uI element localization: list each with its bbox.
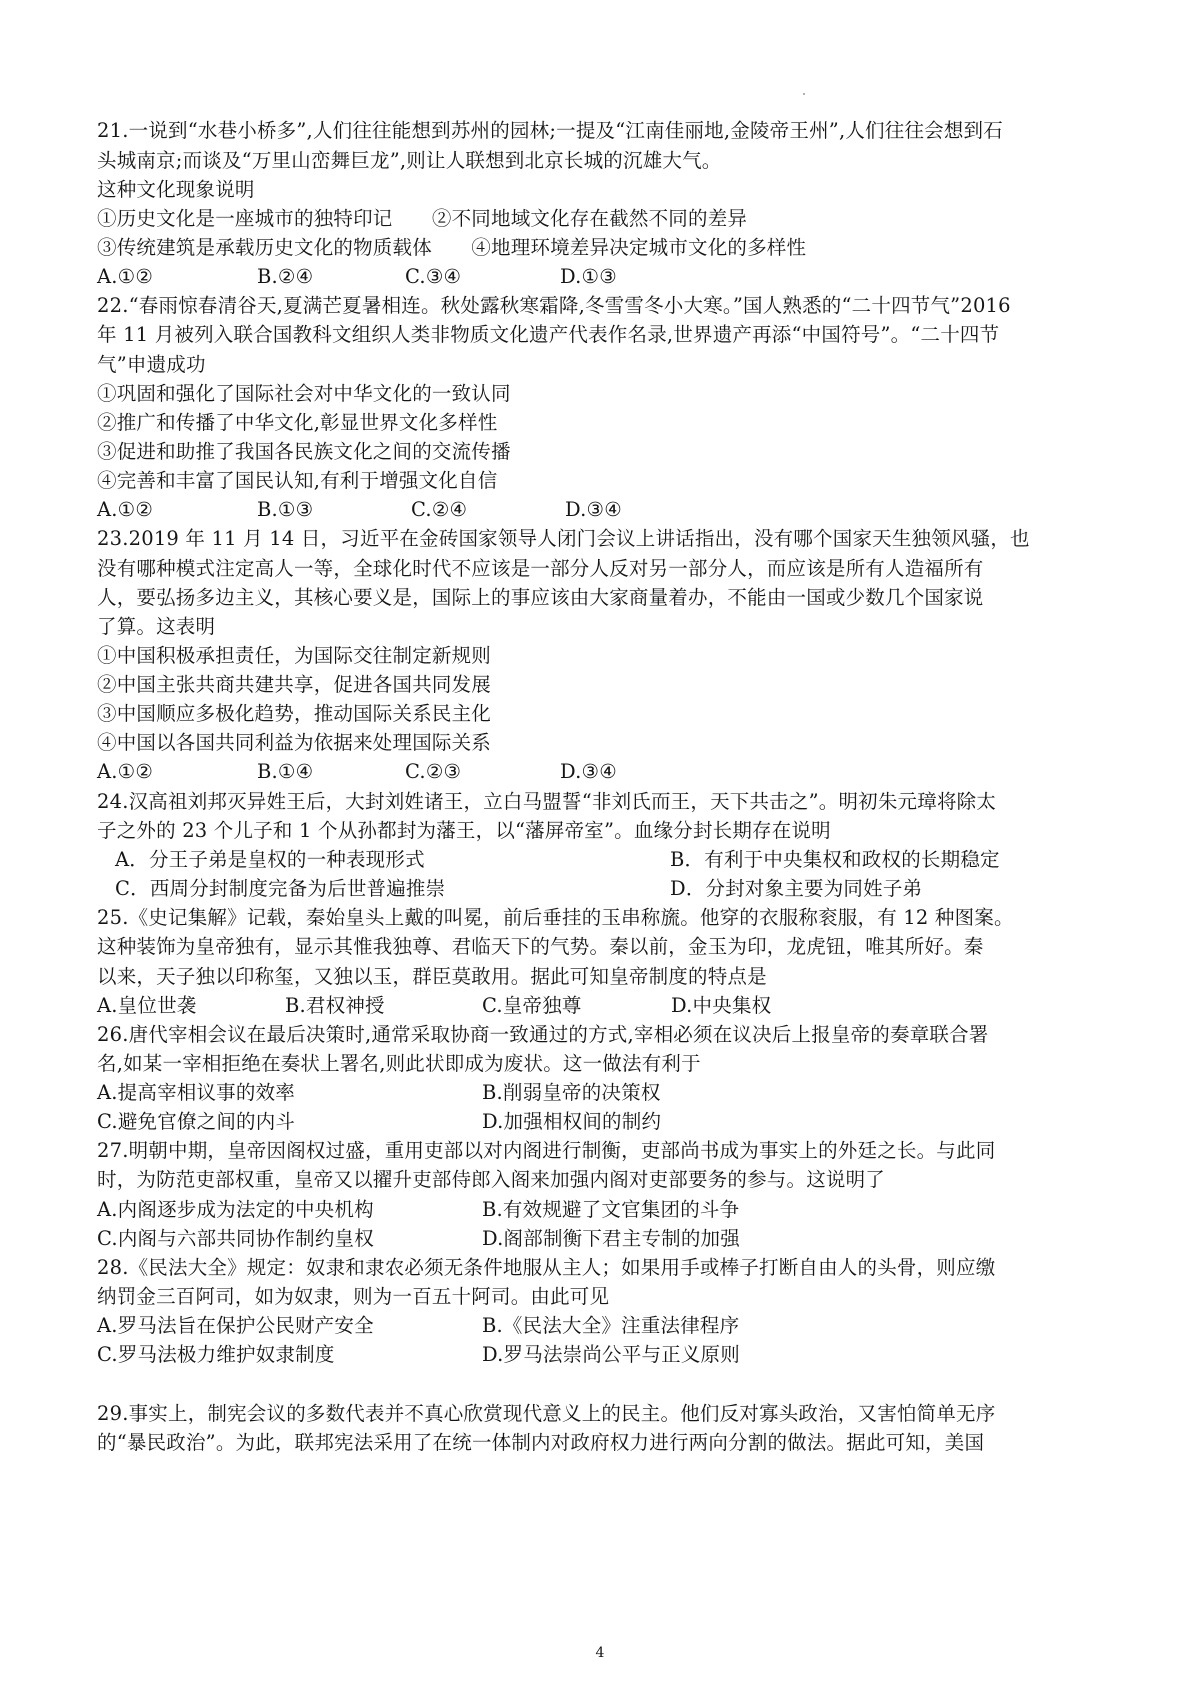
q23-stem-line-3: 人，要弘扬多边主义，其核心要义是，国际上的事应该由大家商量着办，不能由一国或少数几个国家说 — [97, 586, 984, 609]
q22-statement-2: ②推广和传播了中华文化,彰显世界文化多样性 — [97, 411, 498, 434]
q27-options-row-2 — [97, 1224, 1110, 1254]
q22-statement-3: ③促进和助推了我国各民族文化之间的交流传播 — [97, 440, 511, 463]
q23-option-b: B.①④ — [257, 760, 314, 783]
q22-stem-line-2: 年 11 月被列入联合国教科文组织人类非物质文化遗产代表作名录,世界遗产再添“中国符号”。“二十四节 — [97, 323, 1000, 346]
q26-stem-line-1: 26.唐代宰相会议在最后决策时,通常采取协商一致通过的方式,宰相必须在议决后上报皇帝的奏章联合署 — [97, 1023, 989, 1046]
q21-stem-line-1: 21.一说到“水巷小桥多”,人们往往能想到苏州的园林;一提及“江南佳丽地,金陵帝王州”,人们往往会想到石 — [97, 119, 1003, 142]
q26-option-b: B.削弱皇帝的决策权 — [482, 1081, 661, 1104]
q26-option-c: C.避免官僚之间的内斗 — [97, 1110, 296, 1133]
q22-statement-1: ①巩固和强化了国际社会对中华文化的一致认同 — [97, 382, 511, 405]
q26-options-row-2 — [97, 1107, 1110, 1137]
q27-option-a: A.内阁逐步成为法定的中央机构 — [97, 1198, 374, 1221]
q28-option-b: B.《民法大全》注重法律程序 — [482, 1314, 740, 1337]
q26-option-a: A.提高宰相议事的效率 — [97, 1081, 295, 1104]
q23-stem-line-1: 23.2019 年 11 月 14 日，习近平在金砖国家领导人闭门会议上讲话指出，没有哪个国家天生独领风骚，也 — [97, 527, 1030, 550]
q25-option-a: A.皇位世袭 — [97, 994, 197, 1017]
q23-options — [97, 757, 1110, 787]
q29-stem-line-2: 的“暴民政治”。为此，联邦宪法采用了在统一体制内对政府权力进行两向分割的做法。据此可知，美国 — [97, 1431, 985, 1454]
q21-stem-line-2: 头城南京;而谈及“万里山峦舞巨龙”,则让人联想到北京长城的沉雄大气。 — [97, 149, 722, 172]
q23-statement-1: ①中国积极承担责任，为国际交往制定新规则 — [97, 644, 492, 667]
q26-stem-line-2: 名,如某一宰相拒绝在奏状上署名,则此状即成为废状。这一做法有利于 — [97, 1052, 701, 1075]
q23-stem-line-2: 没有哪种模式注定高人一等，全球化时代不应该是一部分人反对另一部分人，而应该是所有人造福所有 — [97, 557, 984, 580]
q27-stem-line-1: 27.明朝中期，皇帝因阁权过盛，重用吏部以对内阁进行制衡，吏部尚书成为事实上的外廷之长。与此同 — [97, 1139, 996, 1162]
q21-option-d: D.①③ — [560, 265, 617, 288]
q24-option-b: B．有利于中央集权和政权的长期稳定 — [670, 848, 1000, 871]
q24-stem-line-1: 24.汉高祖刘邦灭异姓王后，大封刘姓诸王，立白马盟誓“非刘氏而王，天下共击之”。明初朱元璋将除太 — [97, 790, 997, 813]
q28-stem-line-2: 纳罚金三百阿司，如为奴隶，则为一百五十阿司。由此可见 — [97, 1285, 610, 1308]
q23-stem-line-4: 了算。这表明 — [97, 615, 216, 638]
q25-options — [97, 991, 1110, 1021]
q22-stem-line-3: 气”申遗成功 — [97, 353, 206, 376]
q26-option-d: D.加强相权间的制约 — [482, 1110, 662, 1133]
scan-speck — [803, 93, 805, 95]
q24-stem-line-2: 子之外的 23 个儿子和 1 个从孙都封为藩王，以“藩屏帝室”。血缘分封长期存在说明 — [97, 819, 831, 842]
q28-option-d: D.罗马法崇尚公平与正义原则 — [482, 1343, 740, 1366]
q28-option-a: A.罗马法旨在保护公民财产安全 — [97, 1314, 374, 1337]
q23-option-a: A.①② — [97, 760, 154, 783]
q24-options-row-2 — [97, 874, 1110, 904]
q23-option-c: C.②③ — [405, 760, 462, 783]
page-number: 4 — [595, 1645, 605, 1661]
q25-stem-line-2: 这种装饰为皇帝独有，显示其惟我独尊、君临天下的气势。秦以前，金玉为印，龙虎钮，唯其所好。秦 — [97, 935, 984, 958]
q24-option-a: A．分王子弟是皇权的一种表现形式 — [115, 848, 425, 871]
q22-stem-line-1: 22.“春雨惊春清谷天,夏满芒夏暑相连。秋处露秋寒霜降,冬雪雪冬小大寒。”国人熟悉的“二十四节气”2016 — [97, 294, 1011, 317]
q22-option-c: C.②④ — [411, 498, 468, 521]
q22-option-d: D.③④ — [565, 498, 622, 521]
q25-option-d: D.中央集权 — [671, 994, 772, 1017]
q27-option-d: D.阁部制衡下君主专制的加强 — [482, 1227, 740, 1250]
q21-options — [97, 262, 1110, 292]
q22-options — [97, 495, 1110, 525]
q27-options-row-1 — [97, 1195, 1110, 1225]
q25-stem-line-3: 以来，天子独以印称玺，又独以玉，群臣莫敢用。据此可知皇帝制度的特点是 — [97, 965, 767, 988]
q25-option-c: C.皇帝独尊 — [482, 994, 582, 1017]
q28-stem-line-1: 28.《民法大全》规定：奴隶和隶农必须无条件地服从主人；如果用手或棒子打断自由人的头骨，则应缴 — [97, 1256, 996, 1279]
q21-statement-1-2: ①历史文化是一座城市的独特印记 ②不同地域文化存在截然不同的差异 — [97, 207, 748, 230]
q27-option-c: C.内阁与六部共同协作制约皇权 — [97, 1227, 374, 1250]
q27-option-b: B.有效规避了文官集团的斗争 — [482, 1198, 740, 1221]
q22-option-a: A.①② — [97, 498, 154, 521]
q21-stem-line-3: 这种文化现象说明 — [97, 178, 255, 201]
q21-option-c: C.③④ — [405, 265, 462, 288]
q28-options-row-1 — [97, 1311, 1110, 1341]
q25-option-b: B.君权神授 — [285, 994, 385, 1017]
q25-stem-line-1: 25.《史记集解》记载，秦始皇头上戴的叫冕，前后垂挂的玉串称旒。他穿的衣服称衮服，有 12 种图案。 — [97, 906, 1014, 929]
q23-statement-2: ②中国主张共商共建共享，促进各国共同发展 — [97, 673, 492, 696]
q27-stem-line-2: 时，为防范吏部权重，皇帝又以擢升吏部侍郎入阁来加强内阁对吏部要务的参与。这说明了 — [97, 1168, 886, 1191]
q29-stem-line-1: 29.事实上，制宪会议的多数代表并不真心欣赏现代意义上的民主。他们反对寡头政治，又害怕简单无序 — [97, 1402, 996, 1425]
q21-option-a: A.①② — [97, 265, 154, 288]
q24-options-row-1 — [97, 845, 1110, 875]
q28-option-c: C.罗马法极力维护奴隶制度 — [97, 1343, 335, 1366]
q23-option-d: D.③④ — [560, 760, 617, 783]
q24-option-c: C．西周分封制度完备为后世普遍推崇 — [115, 877, 446, 900]
q26-options-row-1 — [97, 1078, 1110, 1108]
q21-statement-3-4: ③传统建筑是承载历史文化的物质载体 ④地理环境差异决定城市文化的多样性 — [97, 236, 807, 259]
q24-option-d: D．分封对象主要为同姓子弟 — [670, 877, 923, 900]
q23-statement-4: ④中国以各国共同利益为依据来处理国际关系 — [97, 731, 492, 754]
q22-option-b: B.①③ — [257, 498, 314, 521]
q23-statement-3: ③中国顺应多极化趋势，推动国际关系民主化 — [97, 702, 492, 725]
q22-statement-4: ④完善和丰富了国民认知,有利于增强文化自信 — [97, 469, 498, 492]
q21-option-b: B.②④ — [257, 265, 314, 288]
q28-options-row-2 — [97, 1340, 1110, 1370]
